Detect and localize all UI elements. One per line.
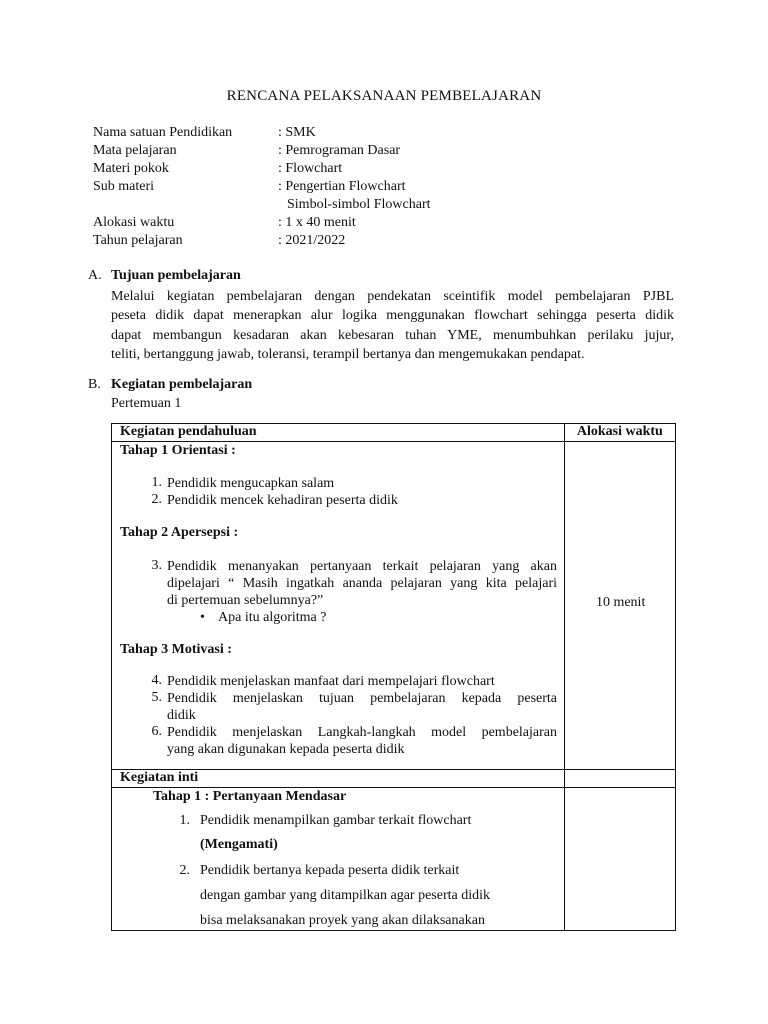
list-number: 1. xyxy=(151,475,162,490)
core-time-cell xyxy=(564,770,675,788)
section-b-letter: B. xyxy=(88,377,101,392)
list-item-line: Pendidik menjelaskan tujuan pembelajaran kepada peserta xyxy=(167,691,557,706)
list-item-line: Pendidik menjelaskan Langkah-langkah model pembelajaran xyxy=(167,725,557,740)
identity-value-continued: Simbol-simbol Flowchart xyxy=(287,197,431,212)
bullet-icon: • xyxy=(200,610,205,625)
activity-table xyxy=(111,423,676,931)
section-a-letter: A. xyxy=(88,268,102,283)
list-item: Pendidik mencek kehadiran peserta didik xyxy=(167,493,398,508)
list-number: 5. xyxy=(151,690,162,705)
list-item-line: Pendidik menanyakan pertanyaan terkait pelajaran yang akan xyxy=(167,559,557,574)
list-number: 1. xyxy=(179,813,190,828)
paragraph-line: teliti, bertanggung jawab, toleransi, terampil bertanya dan mengemukakan pendapat. xyxy=(111,346,585,362)
identity-value: : Pengertian Flowchart xyxy=(278,179,406,194)
introduction-cell xyxy=(112,442,565,770)
section-b-title: Kegiatan pembelajaran xyxy=(111,377,253,392)
stage-apperception: Tahap 2 Apersepsi : xyxy=(120,525,239,540)
list-item xyxy=(167,724,557,758)
list-item-line: di pertemuan sebelumnya?” xyxy=(167,593,324,608)
stage-orientation: Tahap 1 Orientasi : xyxy=(120,443,236,458)
list-item-line: bisa melaksanakan proyek yang akan dilaksanakan xyxy=(200,913,485,928)
paragraph-line: Melalui kegiatan pembelajaran dengan pendekatan sceintifik model pembelajaran PJBL xyxy=(111,289,674,304)
header-time: Alokasi waktu xyxy=(564,424,675,442)
identity-value: : SMK xyxy=(278,125,316,140)
identity-label: Sub materi xyxy=(93,179,155,194)
table-row-core xyxy=(112,788,676,931)
identity-value: : Flowchart xyxy=(278,161,343,176)
core-activity-header: Kegiatan inti xyxy=(120,770,199,785)
core-time-cell xyxy=(564,788,675,931)
list-number: 2. xyxy=(151,492,162,507)
identity-label: Mata pelajaran xyxy=(93,143,177,158)
list-item: Pendidik menjelaskan manfaat dari mempelajari flowchart xyxy=(167,674,495,689)
list-item xyxy=(167,558,557,609)
paragraph-line: dapat membangun kesadaran akan kebesaran tuhan YME, menumbuhkan perilaku jujur, xyxy=(111,327,674,343)
table-header-row xyxy=(112,424,676,442)
bullet-item: Apa itu algoritma ? xyxy=(218,610,327,625)
list-number: 4. xyxy=(151,673,162,688)
list-item: Pendidik mengucapkan salam xyxy=(167,476,335,491)
list-number: 3. xyxy=(151,558,162,573)
list-item-line: Pendidik bertanya kepada peserta didik terkait xyxy=(200,863,460,878)
identity-value: : 2021/2022 xyxy=(278,233,346,248)
time-allocation: 10 menit xyxy=(595,595,646,610)
core-header-cell xyxy=(112,770,565,788)
core-stage-title: Tahap 1 : Pertanyaan Mendasar xyxy=(153,789,347,804)
paragraph-line: peseta didik dapat menerapkan alur logika menggunakan flowchart sehingga peserta didik xyxy=(111,308,674,324)
identity-label: Nama satuan Pendidikan xyxy=(93,125,233,140)
stage-motivation: Tahap 3 Motivasi : xyxy=(120,642,232,657)
header-activity: Kegiatan pendahuluan xyxy=(112,424,565,442)
identity-label: Materi pokok xyxy=(93,161,169,176)
identity-label: Alokasi waktu xyxy=(93,215,175,230)
table-row-core-header xyxy=(112,770,676,788)
table-row-introduction xyxy=(112,442,676,770)
list-item-line: dengan gambar yang ditampilkan agar peserta didik xyxy=(200,888,491,903)
meeting-label: Pertemuan 1 xyxy=(111,396,182,411)
identity-value: : Pemrograman Dasar xyxy=(278,143,401,158)
list-item-line: didik xyxy=(167,708,196,723)
identity-value: : 1 x 40 menit xyxy=(278,215,356,230)
list-item-line: dipelajari “ Masih ingatkah ananda pelajaran yang kita pelajari xyxy=(167,576,557,591)
list-number: 2. xyxy=(179,863,190,878)
list-item: Pendidik menampilkan gambar terkait flowchart xyxy=(200,813,472,828)
list-item xyxy=(167,690,557,724)
introduction-time-cell xyxy=(564,442,675,770)
core-cell xyxy=(112,788,565,931)
list-item-line: yang akan digunakan kepada peserta didik xyxy=(167,742,405,757)
list-number: 6. xyxy=(151,724,162,739)
section-a-paragraph xyxy=(111,287,674,364)
list-item-note: (Mengamati) xyxy=(200,837,278,852)
section-a-title: Tujuan pembelajaran xyxy=(111,268,241,283)
identity-label: Tahun pelajaran xyxy=(93,233,183,248)
document-title: RENCANA PELAKSANAAN PEMBELAJARAN xyxy=(226,88,542,104)
